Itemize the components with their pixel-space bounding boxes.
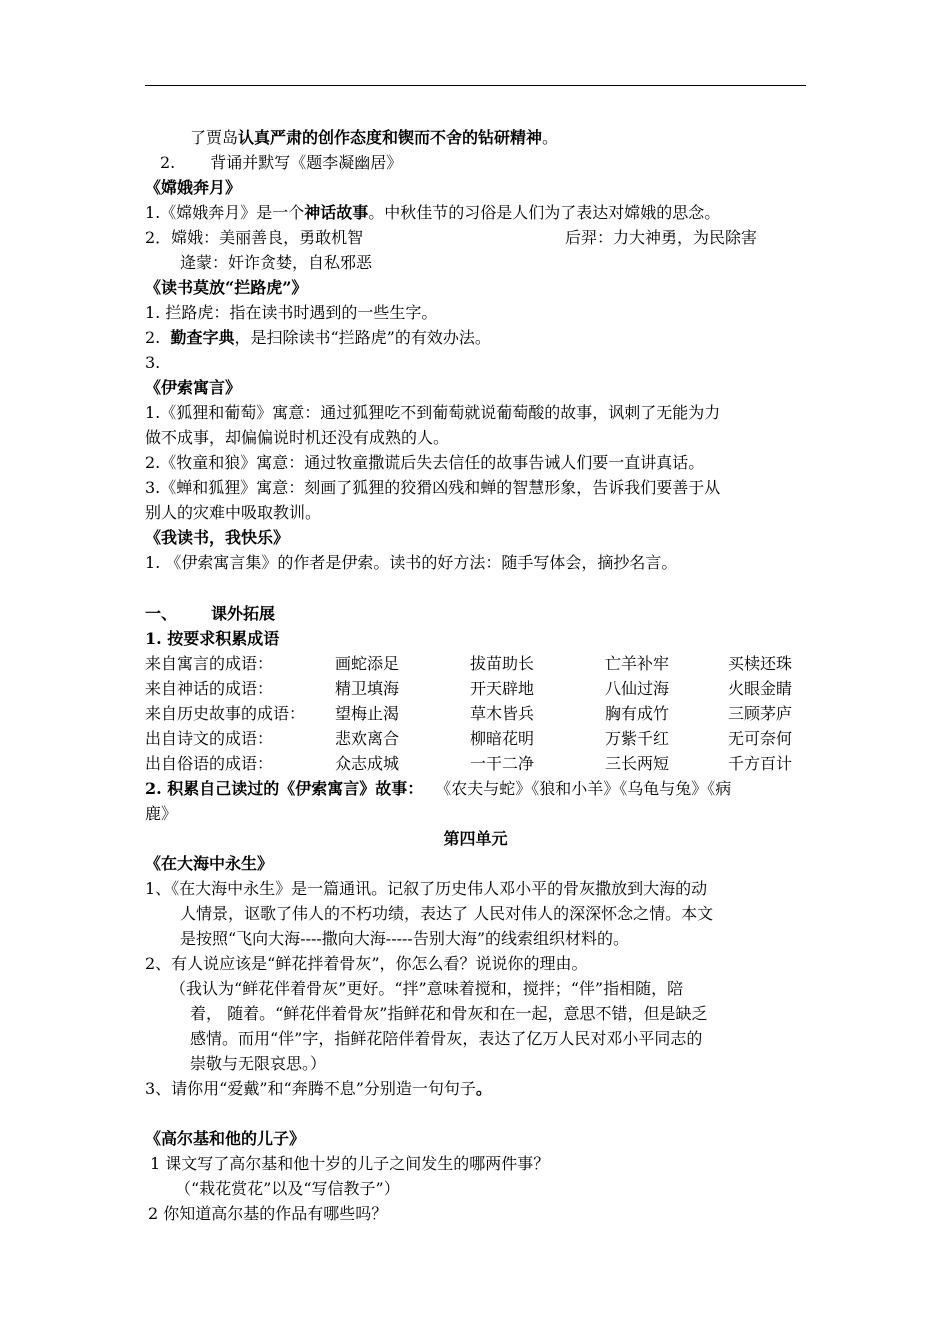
idiom: 望梅止渴 xyxy=(335,704,400,723)
idiom: 一干二净 xyxy=(470,754,535,773)
yisuo-line-2: 做不成事，却偏偏说时机还没有成熟的人。 xyxy=(145,428,450,447)
dushu-line-2 xyxy=(145,328,491,348)
text: 背诵并默写《题李凝幽居》 xyxy=(210,153,403,172)
idiom: 胸有成竹 xyxy=(605,704,670,723)
text: 1.《嫦娥奔月》是一个 xyxy=(145,203,305,222)
idiom: 精卫填海 xyxy=(335,679,400,698)
idiom: 买椟还珠 xyxy=(728,654,793,673)
text: 了贾岛 xyxy=(190,128,239,147)
section-title-change-e: 《嫦娥奔月》 xyxy=(145,178,242,197)
change-e-line-3: 逄蒙：奸诈贪婪，自私邪恶 xyxy=(180,253,373,272)
dushu-line-3: 3. xyxy=(145,353,161,372)
section-title-gorky: 《高尔基和他的儿子》 xyxy=(145,1129,306,1148)
idiom: 画蛇添足 xyxy=(335,654,400,673)
yisuo-line-5: 别人的灾难中吸取教训。 xyxy=(145,503,322,522)
change-e-line-1 xyxy=(145,203,720,223)
text: 《农夫与蛇》《狼和小羊》《乌龟与兔》《病 xyxy=(435,779,732,798)
yisuo-line-1: 1.《狐狸和葡萄》寓意：通过狐狸吃不到葡萄就说葡萄酸的故事，讽刺了无能为力 xyxy=(145,403,721,422)
text: 。 xyxy=(475,1079,492,1098)
idiom: 草木皆兵 xyxy=(470,704,535,723)
dahai-line-3 xyxy=(145,1079,492,1099)
heading-number: 一、 xyxy=(145,604,178,623)
yisuo-line-4: 3.《蝉和狐狸》寓意：刻画了狐狸的狡猾凶残和蝉的智慧形象，告诉我们要善于从 xyxy=(145,478,721,497)
extension-heading xyxy=(145,604,275,624)
idiom-row-label: 出自俗语的成语： xyxy=(145,754,274,773)
idiom-subheading: 1. 按要求积累成语 xyxy=(145,629,280,648)
section-title-dushu: 《读书莫放“拦路虎”》 xyxy=(145,278,308,297)
idiom: 火眼金睛 xyxy=(728,679,793,698)
idiom: 开天辟地 xyxy=(470,679,535,698)
idiom: 拔苗助长 xyxy=(470,654,535,673)
idiom: 众志成城 xyxy=(335,754,400,773)
dahai-line-2: 2、有人说应该是“鲜花拌着骨灰”，你怎么看？说说你的理由。 xyxy=(145,954,588,973)
idiom: 三顾茅庐 xyxy=(728,704,793,723)
header-rule xyxy=(145,85,806,86)
yisuo-line-3: 2.《牧童和狼》寓意：通过牧童撒谎后失去信任的故事告诫人们要一直讲真话。 xyxy=(145,453,705,472)
dahai-line-2c: 感情。而用“伴”字，指鲜花陪伴着骨灰，表达了亿万人民对邓小平同志的 xyxy=(190,1029,703,1048)
idiom: 三长两短 xyxy=(605,754,670,773)
subheading: 2. 积累自己读过的《伊索寓言》故事： xyxy=(145,779,424,798)
dahai-line-2d: 崇敬与无限哀思。） xyxy=(190,1054,327,1073)
gorky-line-1: 1 课文写了高尔基和他十岁的儿子之间发生的哪两件事？ xyxy=(150,1154,550,1173)
dushu-line-1: 1. 拦路虎：指在读书时遇到的一些生字。 xyxy=(145,303,438,322)
change-e-line-2b: 后羿：力大神勇，为民除害 xyxy=(565,228,758,247)
idiom: 千方百计 xyxy=(728,754,793,773)
fable-stories-line xyxy=(145,779,731,799)
idiom-row-label: 来自神话的成语： xyxy=(145,679,274,698)
idiom: 柳暗花明 xyxy=(470,729,535,748)
key-phrase: 神话故事 xyxy=(304,203,369,222)
kuaile-line-1: 1. 《伊索寓言集》的作者是伊索。读书的好方法：随手写体会，摘抄名言。 xyxy=(145,553,678,572)
idiom-row-label: 来自寓言的成语： xyxy=(145,654,274,673)
item-number: 2. xyxy=(160,153,176,172)
idiom-row-label: 出自诗文的成语： xyxy=(145,729,274,748)
dahai-line-1a: 1、《在大海中永生》是一篇通讯。记叙了历史伟人邓小平的骨灰撒放到大海的动 xyxy=(145,879,708,898)
change-e-line-2a: 2．嫦娥：美丽善良，勇敢机智 xyxy=(145,228,364,247)
idiom: 万紫千红 xyxy=(605,729,670,748)
idiom-row-label: 来自历史故事的成语： xyxy=(145,704,306,723)
heading-text: 课外拓展 xyxy=(211,604,276,623)
idiom: 悲欢离合 xyxy=(335,729,400,748)
text: 。 xyxy=(542,128,559,147)
item-number: 2. xyxy=(145,328,171,347)
fable-stories-cont: 鹿》 xyxy=(145,804,178,823)
dahai-line-1c: 是按照“飞向大海----撒向大海-----告别大海”的线索组织材料的。 xyxy=(180,929,630,948)
key-phrase: 认真严肃的创作态度和锲而不舍的钻研精神 xyxy=(238,128,543,147)
section-title-dahai: 《在大海中永生》 xyxy=(145,854,274,873)
text: 3、请你用“爱戴”和“奔腾不息”分别造一句句子 xyxy=(145,1079,476,1098)
gorky-line-2: 2 你知道高尔基的作品有哪些吗？ xyxy=(148,1204,388,1223)
recite-line xyxy=(160,153,402,173)
dahai-line-2a: （我认为“鲜花伴着骨灰”更好。“拌”意味着搅和，搅拌；“伴”指相随，陪 xyxy=(170,979,684,998)
dahai-line-1b: 人情景，讴歌了伟人的不朽功绩，表达了 人民对伟人的深深怀念之情。本文 xyxy=(180,904,714,923)
text: 。中秋佳节的习俗是人们为了表达对嫦娥的思念。 xyxy=(368,203,721,222)
section-title-yisuo: 《伊索寓言》 xyxy=(145,378,242,397)
idiom: 无可奈何 xyxy=(728,729,793,748)
dahai-line-2b: 着， 随着。“鲜花伴着骨灰”指鲜花和骨灰和在一起，意思不错，但是缺乏 xyxy=(190,1004,708,1023)
key-phrase: 勤查字典 xyxy=(170,328,235,347)
text: ，是扫除读书“拦路虎”的有效办法。 xyxy=(234,328,491,347)
section-title-kuaile: 《我读书，我快乐》 xyxy=(145,528,290,547)
idiom: 八仙过海 xyxy=(605,679,670,698)
unit-title: 第四单元 xyxy=(443,829,508,848)
idiom: 亡羊补牢 xyxy=(605,654,670,673)
gorky-line-1a: （“栽花赏花”以及“写信教子”） xyxy=(175,1179,400,1198)
jia-dao-line xyxy=(190,128,558,148)
